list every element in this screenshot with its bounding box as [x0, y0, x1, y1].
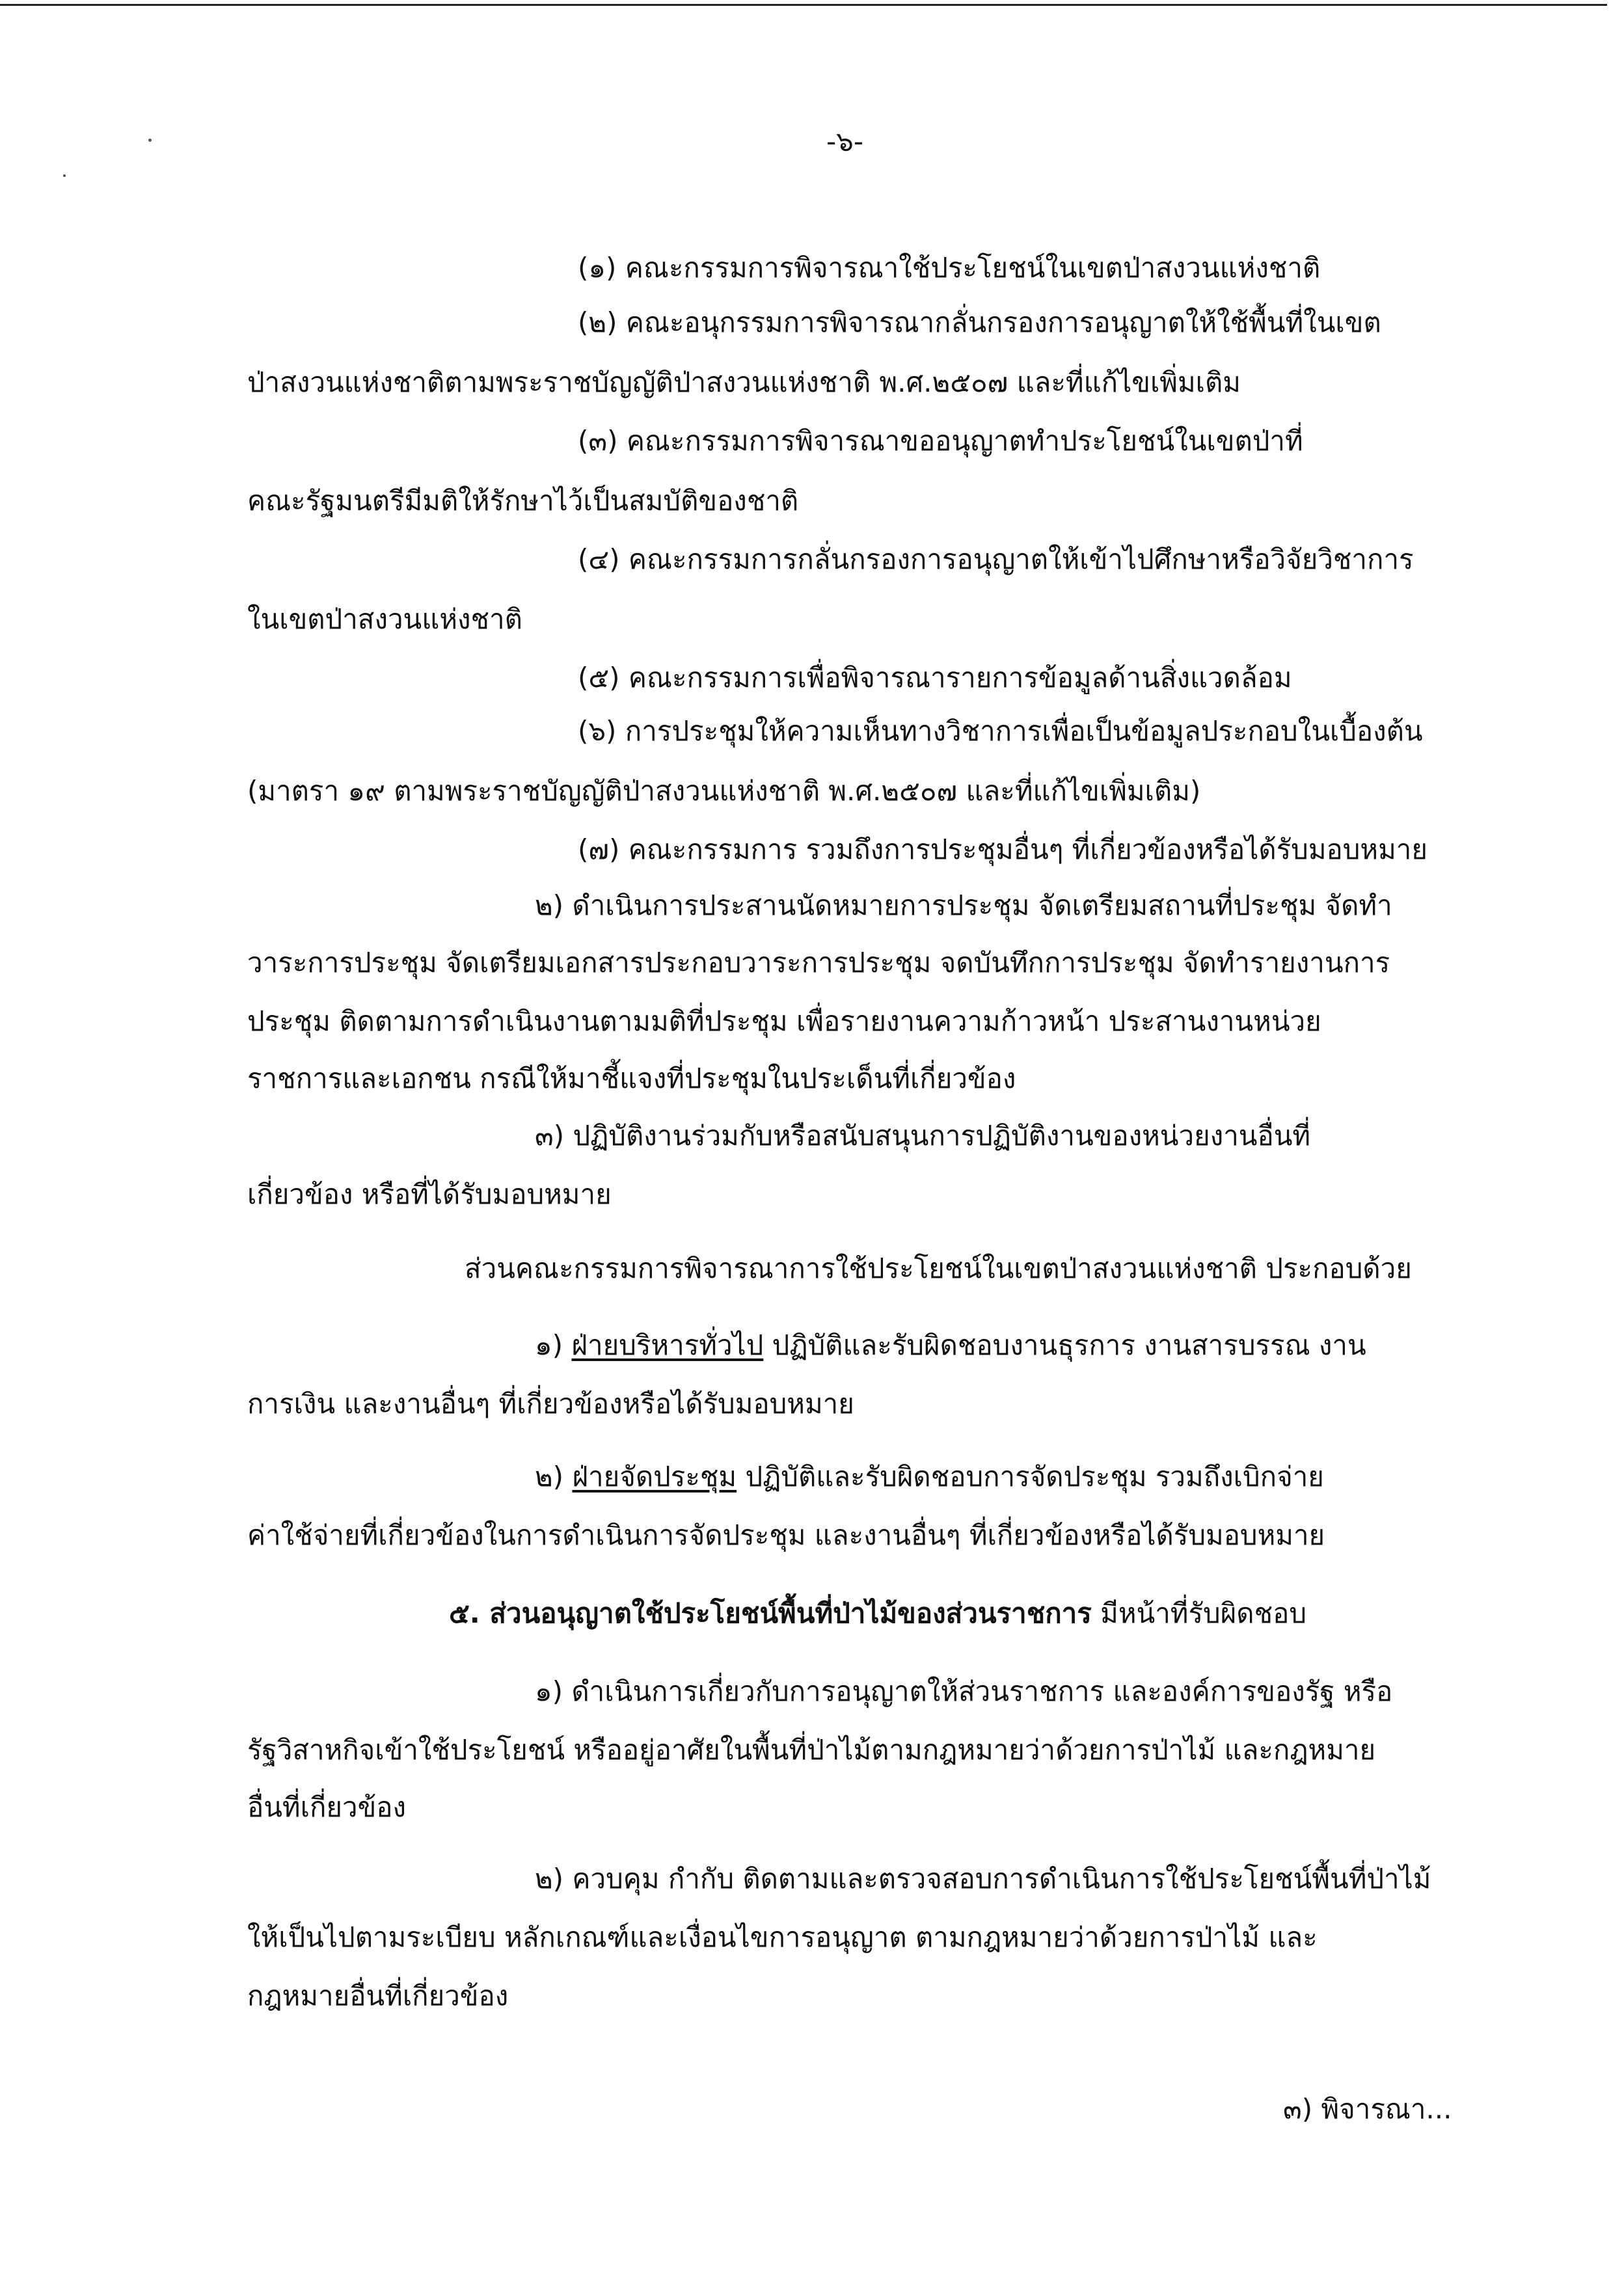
- section-5-item-2-line-2: ให้เป็นไปตามระเบียบ หลักเกณฑ์และเงื่อนไขการอนุญาต ตามกฎหมายว่าด้วยการป่าไม้ และ: [247, 1921, 1318, 1953]
- committee-item-5: (๕) คณะกรรมการเพื่อพิจารณารายการข้อมูลด้านสิ่งแวดล้อม: [578, 662, 1292, 694]
- scan-speck: [148, 139, 152, 142]
- unit-1-description: ปฏิบัติและรับผิดชอบงานธุรการ งานสารบรรณ งาน: [763, 1329, 1366, 1361]
- duty-2-line-1: ๒) ดำเนินการประสานนัดหมายการประชุม จัดเตรียมสถานที่ประชุม จัดทำ: [535, 889, 1392, 921]
- section-5-heading-line: [449, 1594, 1306, 1633]
- scan-speck: [63, 174, 66, 177]
- committee-item-2-line-2: ป่าสงวนแห่งชาติตามพระราชบัญญัติป่าสงวนแห่งชาติ พ.ศ.๒๕๐๗ และที่แก้ไขเพิ่มเติม: [247, 366, 1241, 398]
- committee-item-4-line-1: (๔) คณะกรรมการกลั่นกรองการอนุญาตให้เข้าไปศึกษาหรือวิจัยวิชาการ: [578, 543, 1414, 575]
- section-5-item-2-line-1: ๒) ควบคุม กำกับ ติดตามและตรวจสอบการดำเนินการใช้ประโยชน์พื้นที่ป่าไม้: [535, 1863, 1431, 1895]
- duty-3-line-1: ๓) ปฏิบัติงานร่วมกับหรือสนับสนุนการปฏิบัติงานของหน่วยงานอื่นที่: [535, 1120, 1311, 1152]
- unit-1-line-2: การเงิน และงานอื่นๆ ที่เกี่ยวข้องหรือได้รับมอบหมาย: [247, 1388, 854, 1420]
- unit-2-number: ๒): [535, 1461, 564, 1493]
- committee-item-2-line-1: (๒) คณะอนุกรรมการพิจารณากลั่นกรองการอนุญาตให้ใช้พื้นที่ในเขต: [578, 306, 1381, 338]
- unit-1-number: ๑): [535, 1329, 563, 1361]
- committee-item-3-line-1: (๓) คณะกรรมการพิจารณาขออนุญาตทำประโยชน์ในเขตป่าที่: [578, 425, 1303, 457]
- section-5-heading-rest: มีหน้าที่รับผิดชอบ: [1091, 1597, 1306, 1629]
- page-number: -๖-: [826, 126, 863, 157]
- committee-item-6-line-1: (๖) การประชุมให้ความเห็นทางวิชาการเพื่อเป็นข้อมูลประกอบในเบื้องต้น: [578, 715, 1423, 747]
- section-5-item-2-line-3: กฎหมายอื่นที่เกี่ยวข้อง: [247, 1980, 509, 2012]
- section-5-heading: ๕. ส่วนอนุญาตใช้ประโยชน์พื้นที่ป่าไม้ของส่วนราชการ: [449, 1597, 1092, 1629]
- duty-2-line-4: ราชการและเอกชน กรณีให้มาชี้แจงที่ประชุมในประเด็นที่เกี่ยวข้อง: [247, 1062, 1016, 1094]
- top-border-line: [0, 4, 1607, 6]
- unit-2-line-1: [535, 1457, 1324, 1496]
- committee-item-4-line-2: ในเขตป่าสงวนแห่งชาติ: [247, 603, 522, 635]
- committee-item-6-line-2: (มาตรา ๑๙ ตามพระราชบัญญัติป่าสงวนแห่งชาติ พ.ศ.๒๕๐๗ และที่แก้ไขเพิ่มเติม): [247, 775, 1201, 807]
- committee-item-7: (๗) คณะกรรมการ รวมถึงการประชุมอื่นๆ ที่เกี่ยวข้องหรือได้รับมอบหมาย: [578, 833, 1428, 865]
- duty-2-line-3: ประชุม ติดตามการดำเนินงานตามมติที่ประชุม เพื่อรายงานความก้าวหน้า ประสานงานหน่วย: [247, 1005, 1321, 1037]
- duty-2-line-2: วาระการประชุม จัดเตรียมเอกสารประกอบวาระการประชุม จดบันทึกการประชุม จัดทำรายงานการ: [247, 947, 1390, 979]
- unit-2-name: ฝ่ายจัดประชุม: [572, 1461, 737, 1493]
- unit-1-name: ฝ่ายบริหารทั่วไป: [571, 1329, 764, 1361]
- unit-2-line-2: ค่าใช้จ่ายที่เกี่ยวข้องในการดำเนินการจัดประชุม และงานอื่นๆ ที่เกี่ยวข้องหรือได้รับมอบหมาย: [247, 1519, 1325, 1551]
- committee-item-3-line-2: คณะรัฐมนตรีมีมติให้รักษาไว้เป็นสมบัติของชาติ: [247, 485, 799, 517]
- duty-3-line-2: เกี่ยวข้อง หรือที่ได้รับมอบหมาย: [247, 1178, 612, 1210]
- continuation-marker: ๓) พิจารณา...: [1283, 2093, 1452, 2125]
- unit-2-description: ปฏิบัติและรับผิดชอบการจัดประชุม รวมถึงเบิกจ่าย: [737, 1461, 1324, 1493]
- unit-1-line-1: [535, 1326, 1366, 1365]
- section-5-item-1-line-1: ๑) ดำเนินการเกี่ยวกับการอนุญาตให้ส่วนราชการ และองค์การของรัฐ หรือ: [535, 1675, 1393, 1707]
- section-5-item-1-line-2: รัฐวิสาหกิจเข้าใช้ประโยชน์ หรืออยู่อาศัยในพื้นที่ป่าไม้ตามกฎหมายว่าด้วยการป่าไม้ และกฎหมาย: [247, 1734, 1376, 1766]
- committee-item-1: (๑) คณะกรรมการพิจารณาใช้ประโยชน์ในเขตป่าสงวนแห่งชาติ: [578, 252, 1321, 284]
- composition-intro: ส่วนคณะกรรมการพิจารณาการใช้ประโยชน์ในเขตป่าสงวนแห่งชาติ ประกอบด้วย: [465, 1252, 1412, 1284]
- section-5-item-1-line-3: อื่นที่เกี่ยวข้อง: [247, 1791, 407, 1823]
